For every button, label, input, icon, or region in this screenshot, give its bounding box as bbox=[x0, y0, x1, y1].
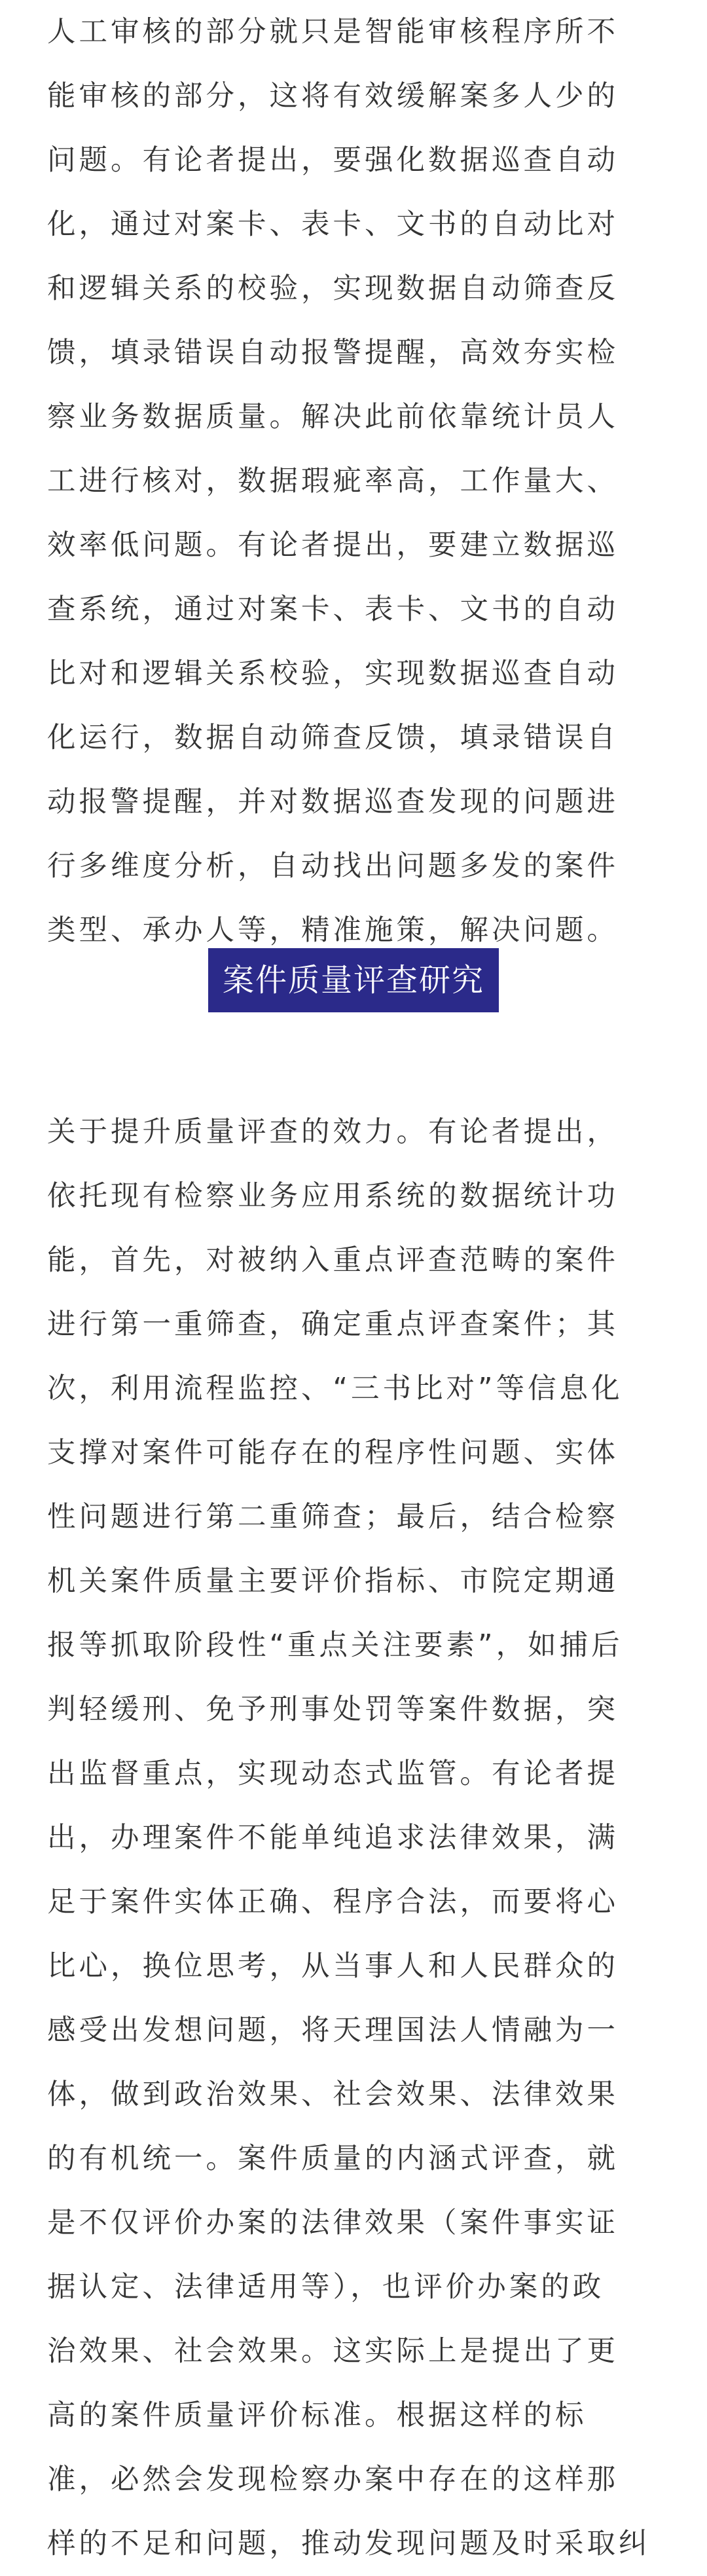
paragraph-line: 出，办理案件不能单纯追求法律效果，满 bbox=[47, 1822, 619, 1854]
paragraph-2 bbox=[47, 1100, 662, 2576]
paragraph-line: 动报警提醒，并对数据巡查发现的问题进 bbox=[47, 786, 619, 819]
paragraph-line: 依托现有检察业务应用系统的数据统计功 bbox=[47, 1180, 619, 1213]
paragraph-line: 关于提升质量评查的效力。有论者提出， bbox=[47, 1116, 619, 1149]
paragraph-line: 足于案件实体正确、程序合法，而要将心 bbox=[47, 1886, 619, 1919]
paragraph-line: 的有机统一。案件质量的内涵式评查，就 bbox=[47, 2143, 619, 2175]
paragraph-line: 准，必然会发现检察办案中存在的这样那 bbox=[47, 2463, 619, 2496]
paragraph-line: 查系统，通过对案卡、表卡、文书的自动 bbox=[47, 593, 619, 626]
paragraph-line: 人工审核的部分就只是智能审核程序所不 bbox=[47, 16, 619, 48]
paragraph-line: 感受出发想问题，将天理国法人情融为一 bbox=[47, 2014, 619, 2047]
paragraph-line: 问题。有论者提出，要强化数据巡查自动 bbox=[47, 144, 619, 177]
paragraph-line: 能审核的部分，这将有效缓解案多人少的 bbox=[47, 80, 619, 113]
paragraph-line: 能，首先，对被纳入重点评查范畴的案件 bbox=[47, 1244, 619, 1277]
section-heading-wrapper bbox=[0, 948, 707, 1012]
paragraph-line: 工进行核对，数据瑕疵率高，工作量大、 bbox=[47, 465, 619, 498]
paragraph-line: 化运行，数据自动筛查反馈，填录错误自 bbox=[47, 722, 619, 754]
paragraph-line: 效率低问题。有论者提出，要建立数据巡 bbox=[47, 529, 619, 562]
paragraph-line: 和逻辑关系的校验，实现数据自动筛查反 bbox=[47, 272, 619, 305]
paragraph-line: 次，利用流程监控、“三书比对”等信息化 bbox=[47, 1372, 623, 1405]
paragraph-line: 支撑对案件可能存在的程序性问题、实体 bbox=[47, 1437, 619, 1469]
paragraph-line: 据认定、法律适用等），也评价办案的政 bbox=[47, 2271, 605, 2304]
paragraph-line: 类型、承办人等，精准施策，解决问题。 bbox=[47, 914, 619, 947]
paragraph-line: 比心，换位思考，从当事人和人民群众的 bbox=[47, 1950, 619, 1983]
paragraph-line: 行多维度分析，自动找出问题多发的案件 bbox=[47, 850, 619, 883]
paragraph-line: 馈，填录错误自动报警提醒，高效夯实检 bbox=[47, 337, 619, 369]
paragraph-line: 体，做到政治效果、社会效果、法律效果 bbox=[47, 2078, 619, 2111]
paragraph-line: 比对和逻辑关系校验，实现数据巡查自动 bbox=[47, 657, 619, 690]
paragraph-line: 性问题进行第二重筛查；最后，结合检察 bbox=[47, 1501, 619, 1534]
paragraph-line: 样的不足和问题，推动发现问题及时采取纠 bbox=[47, 2528, 651, 2560]
paragraph-line: 进行第一重筛查，确定重点评查案件；其 bbox=[47, 1308, 619, 1341]
paragraph-line: 化，通过对案卡、表卡、文书的自动比对 bbox=[47, 208, 619, 241]
paragraph-1 bbox=[47, 0, 662, 963]
section-heading: 案件质量评查研究 bbox=[208, 948, 499, 1012]
paragraph-line: 判轻缓刑、免予刑事处罚等案件数据，突 bbox=[47, 1693, 619, 1726]
paragraph-line: 出监督重点，实现动态式监管。有论者提 bbox=[47, 1757, 619, 1790]
paragraph-line: 报等抓取阶段性“重点关注要素”，如捕后 bbox=[47, 1629, 623, 1662]
paragraph-line: 机关案件质量主要评价指标、市院定期通 bbox=[47, 1565, 619, 1598]
paragraph-line: 治效果、社会效果。这实际上是提出了更 bbox=[47, 2335, 619, 2368]
paragraph-line: 察业务数据质量。解决此前依靠统计员人 bbox=[47, 401, 619, 433]
paragraph-line: 是不仅评价办案的法律效果（案件事实证 bbox=[47, 2207, 619, 2239]
paragraph-line: 高的案件质量评价标准。根据这样的标 bbox=[47, 2399, 587, 2432]
